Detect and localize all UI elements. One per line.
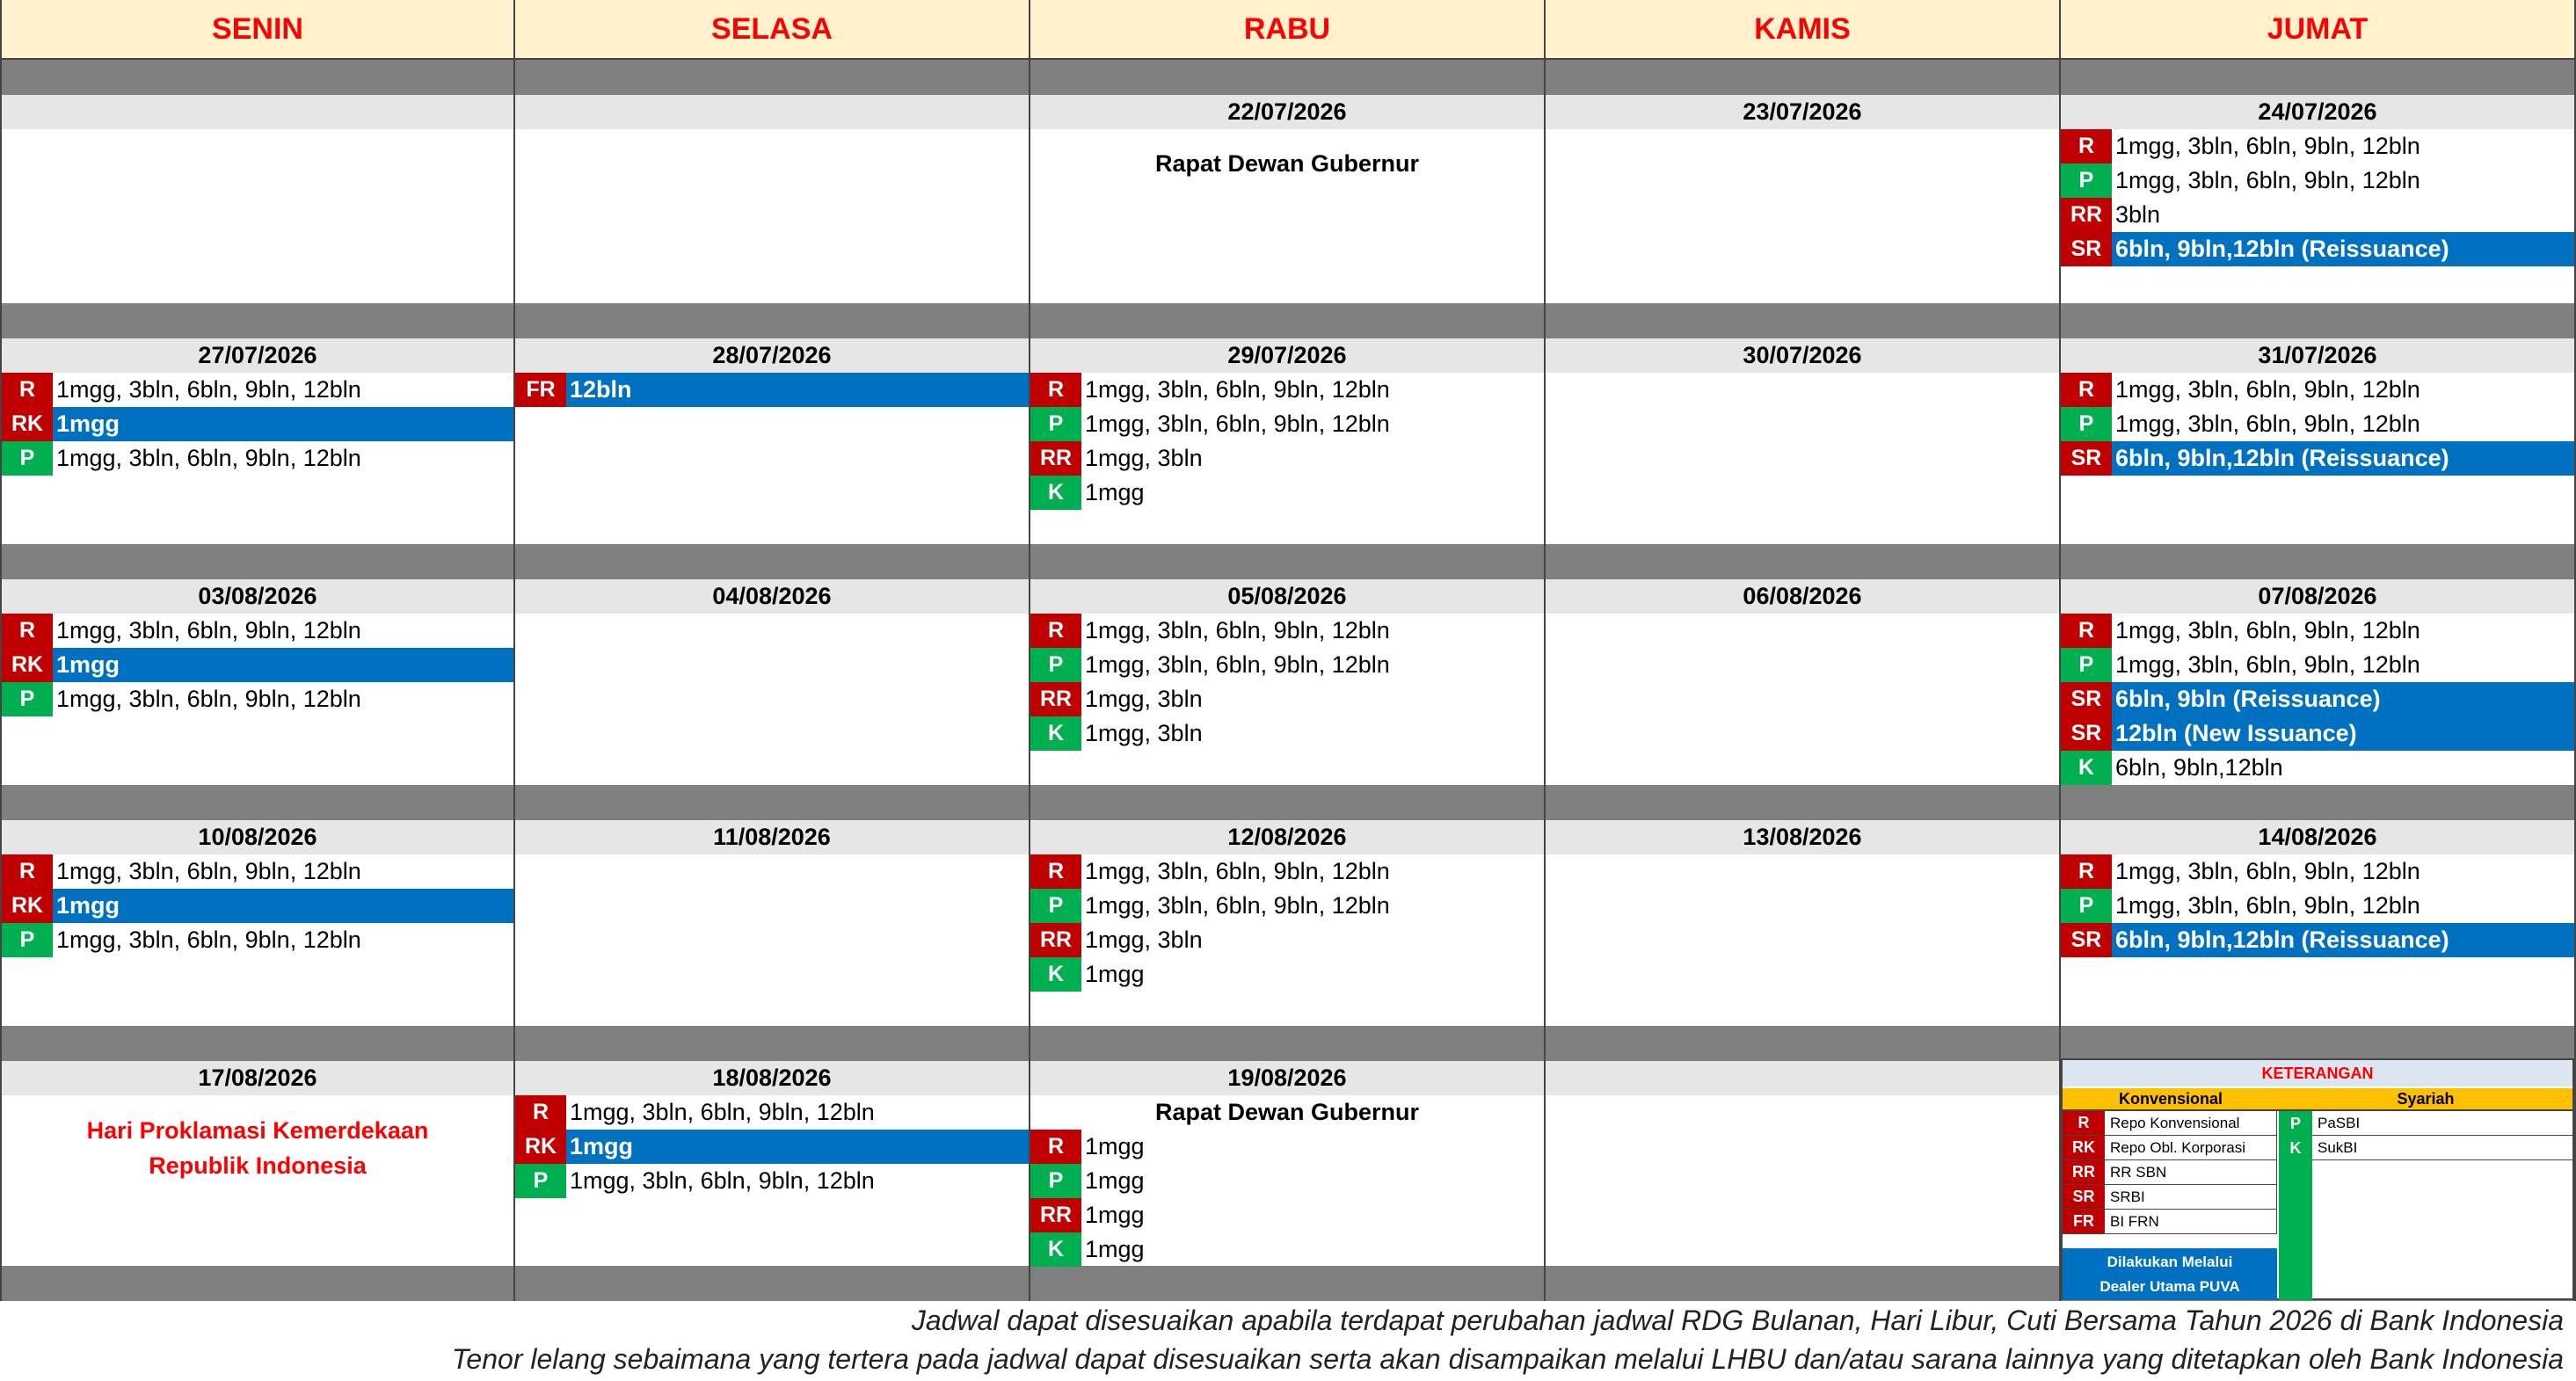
instrument-tag: FR [515, 373, 566, 407]
day-cell [2, 579, 513, 787]
dealer-note-line: Dilakukan Melalui [2107, 1253, 2233, 1270]
day-header: KAMIS [1546, 0, 2059, 60]
tenor-text: 1mgg, 3bln, 6bln, 9bln, 12bln [56, 858, 361, 884]
legend-item [2063, 1136, 2277, 1160]
day-cell [2061, 95, 2574, 302]
instrument-tag: RR [2061, 198, 2112, 232]
tenor-text: 6bln, 9bln,12bln [2115, 754, 2283, 781]
week-separator [515, 544, 1029, 579]
instrument-tag: P [1030, 648, 1081, 682]
week-separator [2061, 60, 2574, 95]
auction-row [515, 1095, 1029, 1130]
auction-row [515, 1164, 1029, 1198]
instrument-tag: R [2061, 854, 2112, 889]
cell-date: 24/07/2026 [2061, 95, 2574, 129]
legend-label: SRBI [2110, 1188, 2145, 1205]
week-separator [1030, 60, 1544, 95]
week-separator [515, 60, 1029, 95]
tenor-text: 1mgg, 3bln, 6bln, 9bln, 12bln [2115, 617, 2420, 643]
auction-row [2, 854, 513, 889]
week-separator [1546, 1266, 2059, 1301]
auction-row [1030, 1130, 1544, 1164]
auction-row [2, 614, 513, 648]
instrument-tag: RK [2, 407, 53, 441]
week-separator [2, 303, 513, 338]
auction-row [1030, 407, 1544, 441]
auction-row [2, 373, 513, 407]
cell-date: 05/08/2026 [1030, 579, 1544, 614]
day-cell [1030, 95, 1544, 302]
footer-note-1: Jadwal dapat disesuaikan apabila terdapat perubahan jadwal RDG Bulanan, Hari Libur, Cuti Bersama Tahun 2026 di Bank Indonesia [911, 1305, 2564, 1336]
auction-row [1030, 648, 1544, 682]
legend-tag: RR [2063, 1160, 2105, 1184]
tenor-text: 6bln, 9bln,12bln (Reissuance) [2115, 236, 2449, 262]
legend-tag: FR [2063, 1210, 2105, 1233]
tenor-text: 1mgg, 3bln, 6bln, 9bln, 12bln [1085, 617, 1390, 643]
legend-item [2063, 1210, 2277, 1234]
auction-row [2061, 407, 2574, 441]
legend-item [2312, 1136, 2572, 1160]
legend-item [2312, 1111, 2572, 1136]
auction-row [1030, 1232, 1544, 1267]
auction-row [2, 923, 513, 957]
day-cell [515, 820, 1029, 1028]
week-separator [1030, 1026, 1544, 1061]
auction-row [515, 373, 1029, 407]
day-cell [2061, 579, 2574, 787]
auction-row [1030, 889, 1544, 923]
legend-tag: K [2289, 1138, 2302, 1157]
cell-date [1546, 1061, 2059, 1095]
auction-row [1030, 1198, 1544, 1232]
auction-row [1030, 614, 1544, 648]
instrument-tag: RR [1030, 923, 1081, 957]
legend-label: Repo Obl. Korporasi [2110, 1138, 2246, 1156]
legend-label: BI FRN [2110, 1212, 2159, 1230]
day-column-rabu [1030, 0, 1546, 1301]
auction-row [2061, 648, 2574, 682]
tenor-text: 3bln [2115, 201, 2161, 228]
event-note: Rapat Dewan Gubernur [1154, 149, 1420, 177]
day-cell [515, 95, 1029, 302]
week-separator [2, 1266, 513, 1301]
legend-konvensional-header: Konvensional [2063, 1088, 2279, 1111]
instrument-tag: RK [515, 1130, 566, 1164]
day-cell [2, 95, 513, 302]
auction-row [2061, 441, 2574, 476]
tenor-text: 6bln, 9bln (Reissuance) [2115, 686, 2381, 712]
legend-item [2063, 1185, 2277, 1210]
week-separator [2, 785, 513, 820]
auction-row [2061, 198, 2574, 232]
tenor-text: 1mgg, 3bln, 6bln, 9bln, 12bln [1085, 411, 1390, 437]
auction-row [1030, 1164, 1544, 1198]
tenor-text: 6bln, 9bln,12bln (Reissuance) [2115, 445, 2449, 471]
auction-row [2061, 373, 2574, 407]
tenor-text: 1mgg [1085, 1133, 1145, 1159]
cell-date: 27/07/2026 [2, 338, 513, 373]
tenor-text: 1mgg [1085, 479, 1145, 505]
tenor-text: 6bln, 9bln,12bln (Reissuance) [2115, 927, 2449, 953]
tenor-text: 1mgg [56, 411, 120, 437]
instrument-tag: RR [1030, 682, 1081, 716]
day-cell [515, 1061, 1029, 1268]
week-separator [2, 1026, 513, 1061]
tenor-text: 1mgg, 3bln, 6bln, 9bln, 12bln [1085, 376, 1390, 403]
instrument-tag: P [2, 923, 53, 957]
auction-row [2, 441, 513, 476]
week-separator [1030, 544, 1544, 579]
instrument-tag: SR [2061, 716, 2112, 751]
instrument-tag: R [2061, 129, 2112, 164]
instrument-tag: P [2061, 407, 2112, 441]
week-separator [1546, 1026, 2059, 1061]
tenor-text: 1mgg, 3bln, 6bln, 9bln, 12bln [2115, 167, 2420, 193]
week-separator [2061, 544, 2574, 579]
tenor-text: 1mgg, 3bln, 6bln, 9bln, 12bln [2115, 411, 2420, 437]
auction-row [1030, 854, 1544, 889]
auction-row [2061, 232, 2574, 266]
cell-date: 18/08/2026 [515, 1061, 1029, 1095]
instrument-tag: P [1030, 889, 1081, 923]
dealer-note [2063, 1248, 2277, 1300]
week-separator [1546, 303, 2059, 338]
day-column-selasa [515, 0, 1030, 1301]
tenor-text: 1mgg, 3bln [1085, 720, 1203, 746]
instrument-tag: R [2061, 614, 2112, 648]
auction-row [1030, 373, 1544, 407]
day-cell [2, 1061, 513, 1268]
cell-date: 19/08/2026 [1030, 1061, 1544, 1095]
week-separator [2, 60, 513, 95]
holiday-note-line: Republik Indonesia [149, 1152, 367, 1179]
week-separator [515, 1266, 1029, 1301]
cell-date: 22/07/2026 [1030, 95, 1544, 129]
instrument-tag: R [1030, 1130, 1081, 1164]
auction-row [1030, 476, 1544, 510]
auction-row [2061, 129, 2574, 164]
tenor-text: 1mgg, 3bln [1085, 927, 1203, 953]
tenor-text: 1mgg, 3bln, 6bln, 9bln, 12bln [570, 1099, 875, 1125]
legend-title: KETERANGAN [2063, 1060, 2572, 1087]
event-note: Rapat Dewan Gubernur [1154, 1099, 1420, 1125]
auction-row [2061, 716, 2574, 751]
week-separator [1030, 1266, 1544, 1301]
auction-row [2, 407, 513, 441]
legend-tag: SR [2063, 1185, 2105, 1209]
tenor-text: 1mgg [1085, 961, 1145, 987]
instrument-tag: P [515, 1164, 566, 1198]
instrument-tag: RR [1030, 441, 1081, 476]
day-header: RABU [1030, 0, 1544, 60]
day-header: SELASA [515, 0, 1029, 60]
auction-row [515, 1130, 1029, 1164]
cell-date: 11/08/2026 [515, 820, 1029, 854]
instrument-tag: R [2, 614, 53, 648]
instrument-tag: RR [1030, 1198, 1081, 1232]
auction-row [1030, 716, 1544, 751]
tenor-text: 1mgg, 3bln, 6bln, 9bln, 12bln [2115, 133, 2420, 159]
tenor-text: 1mgg, 3bln, 6bln, 9bln, 12bln [570, 1167, 875, 1194]
instrument-tag: RK [2, 889, 53, 923]
auction-row [1030, 682, 1544, 716]
day-header: JUMAT [2061, 0, 2574, 60]
tenor-text: 1mgg, 3bln, 6bln, 9bln, 12bln [1085, 892, 1390, 919]
instrument-tag: K [1030, 1232, 1081, 1267]
auction-row [1030, 923, 1544, 957]
tenor-text: 1mgg, 3bln, 6bln, 9bln, 12bln [56, 927, 361, 953]
legend-label: Repo Konvensional [2110, 1114, 2240, 1131]
instrument-tag: K [1030, 716, 1081, 751]
instrument-tag: K [1030, 957, 1081, 992]
auction-row [2, 889, 513, 923]
day-cell [1030, 338, 1544, 546]
tenor-text: 1mgg, 3bln, 6bln, 9bln, 12bln [2115, 858, 2420, 884]
day-cell [1030, 820, 1544, 1028]
week-separator [515, 303, 1029, 338]
legend-label: PaSBI [2318, 1114, 2361, 1131]
week-separator [1030, 785, 1544, 820]
instrument-tag: R [2061, 373, 2112, 407]
instrument-tag: P [2061, 889, 2112, 923]
tenor-text: 12bln [570, 376, 632, 403]
holiday-note [2, 1095, 513, 1201]
legend-tag: RK [2063, 1136, 2105, 1159]
cell-date: 03/08/2026 [2, 579, 513, 614]
day-cell [1030, 1061, 1544, 1268]
cell-date: 23/07/2026 [1546, 95, 2059, 129]
instrument-tag: R [1030, 614, 1081, 648]
day-column-senin [0, 0, 515, 1301]
legend-tag: P [2289, 1114, 2301, 1132]
week-separator [1546, 60, 2059, 95]
instrument-tag: P [2061, 164, 2112, 198]
cell-date: 06/08/2026 [1546, 579, 2059, 614]
week-separator [2061, 1026, 2574, 1061]
week-separator [1546, 785, 2059, 820]
cell-date: 13/08/2026 [1546, 820, 2059, 854]
day-cell [1546, 338, 2059, 546]
legend-item [2063, 1111, 2277, 1136]
day-cell [2061, 820, 2574, 1028]
instrument-tag: SR [2061, 682, 2112, 716]
day-header: SENIN [2, 0, 513, 60]
auction-row [2, 648, 513, 682]
auction-row [2, 682, 513, 716]
tenor-text: 1mgg [570, 1133, 634, 1159]
auction-row [1030, 441, 1544, 476]
week-separator [2, 544, 513, 579]
auction-row [2061, 164, 2574, 198]
legend-tag: R [2063, 1111, 2105, 1135]
tenor-text: 1mgg, 3bln, 6bln, 9bln, 12bln [56, 617, 361, 643]
legend-label: RR SBN [2110, 1163, 2167, 1181]
instrument-tag: R [515, 1095, 566, 1130]
tenor-text: 1mgg, 3bln, 6bln, 9bln, 12bln [56, 445, 361, 471]
cell-date: 07/08/2026 [2061, 579, 2574, 614]
instrument-tag: SR [2061, 232, 2112, 266]
footer-note-2: Tenor lelang sebaimana yang tertera pada jadwal dapat disesuaikan serta akan disampaikan melalui LHBU dan/atau sarana lainnya yang ditetapkan oleh Bank Indonesia [451, 1343, 2564, 1375]
cell-date: 10/08/2026 [2, 820, 513, 854]
auction-row [1030, 957, 1544, 992]
cell-date: 31/07/2026 [2061, 338, 2574, 373]
tenor-text: 1mgg, 3bln, 6bln, 9bln, 12bln [1085, 651, 1390, 678]
tenor-text: 1mgg, 3bln, 6bln, 9bln, 12bln [2115, 651, 2420, 678]
day-cell [1546, 95, 2059, 302]
auction-row [2061, 923, 2574, 957]
instrument-tag: P [1030, 407, 1081, 441]
day-cell [1546, 820, 2059, 1028]
holiday-note-line: Hari Proklamasi Kemerdekaan [86, 1117, 429, 1144]
day-cell [2, 820, 513, 1028]
instrument-tag: SR [2061, 441, 2112, 476]
day-cell [515, 579, 1029, 787]
instrument-tag: R [1030, 854, 1081, 889]
tenor-text: 1mgg [1085, 1202, 1145, 1228]
tenor-text: 1mgg, 3bln, 6bln, 9bln, 12bln [56, 686, 361, 712]
auction-row [2061, 889, 2574, 923]
week-separator [1546, 544, 2059, 579]
tenor-text: 12bln (New Issuance) [2115, 720, 2357, 746]
instrument-tag: K [2061, 751, 2112, 785]
instrument-tag: R [2, 854, 53, 889]
tenor-text: 1mgg [1085, 1167, 1145, 1194]
auction-row [2061, 751, 2574, 785]
tenor-text: 1mgg, 3bln, 6bln, 9bln, 12bln [56, 376, 361, 403]
tenor-text: 1mgg, 3bln, 6bln, 9bln, 12bln [2115, 892, 2420, 919]
week-separator [515, 1026, 1029, 1061]
cell-date: 30/07/2026 [1546, 338, 2059, 373]
cell-date: 29/07/2026 [1030, 338, 1544, 373]
day-cell [1546, 1061, 2059, 1268]
tenor-text: 1mgg, 3bln [1085, 445, 1203, 471]
instrument-tag: SR [2061, 923, 2112, 957]
legend-label: SukBI [2318, 1138, 2358, 1156]
auction-row [2061, 854, 2574, 889]
instrument-tag: P [2061, 648, 2112, 682]
cell-date: 04/08/2026 [515, 579, 1029, 614]
cell-date: 14/08/2026 [2061, 820, 2574, 854]
legend-box [2061, 1058, 2574, 1300]
legend-item [2063, 1160, 2277, 1185]
week-separator [1030, 303, 1544, 338]
instrument-tag: K [1030, 476, 1081, 510]
cell-date: 12/08/2026 [1030, 820, 1544, 854]
day-column-kamis [1546, 0, 2061, 1301]
instrument-tag: R [2, 373, 53, 407]
tenor-text: 1mgg [56, 892, 120, 919]
instrument-tag: R [1030, 373, 1081, 407]
auction-row [2061, 614, 2574, 648]
cell-date [2, 95, 513, 129]
day-cell [1546, 579, 2059, 787]
auction-row [2061, 682, 2574, 716]
instrument-tag: P [2, 682, 53, 716]
cell-date: 17/08/2026 [2, 1061, 513, 1095]
day-cell [515, 338, 1029, 546]
tenor-text: 1mgg [1085, 1236, 1145, 1262]
instrument-tag: RK [2, 648, 53, 682]
tenor-text: 1mgg, 3bln, 6bln, 9bln, 12bln [2115, 376, 2420, 403]
tenor-text: 1mgg, 3bln [1085, 686, 1203, 712]
cell-date [515, 95, 1029, 129]
instrument-tag: P [1030, 1164, 1081, 1198]
tenor-text: 1mgg [56, 651, 120, 678]
dealer-note-line: Dealer Utama PUVA [2099, 1277, 2240, 1295]
week-separator [2061, 785, 2574, 820]
week-separator [2061, 303, 2574, 338]
instrument-tag: P [2, 441, 53, 476]
cell-date: 28/07/2026 [515, 338, 1029, 373]
week-separator [515, 785, 1029, 820]
day-cell [1030, 579, 1544, 787]
legend-syariah-header: Syariah [2279, 1088, 2572, 1111]
day-cell [2, 338, 513, 546]
day-cell [2061, 338, 2574, 546]
tenor-text: 1mgg, 3bln, 6bln, 9bln, 12bln [1085, 858, 1390, 884]
